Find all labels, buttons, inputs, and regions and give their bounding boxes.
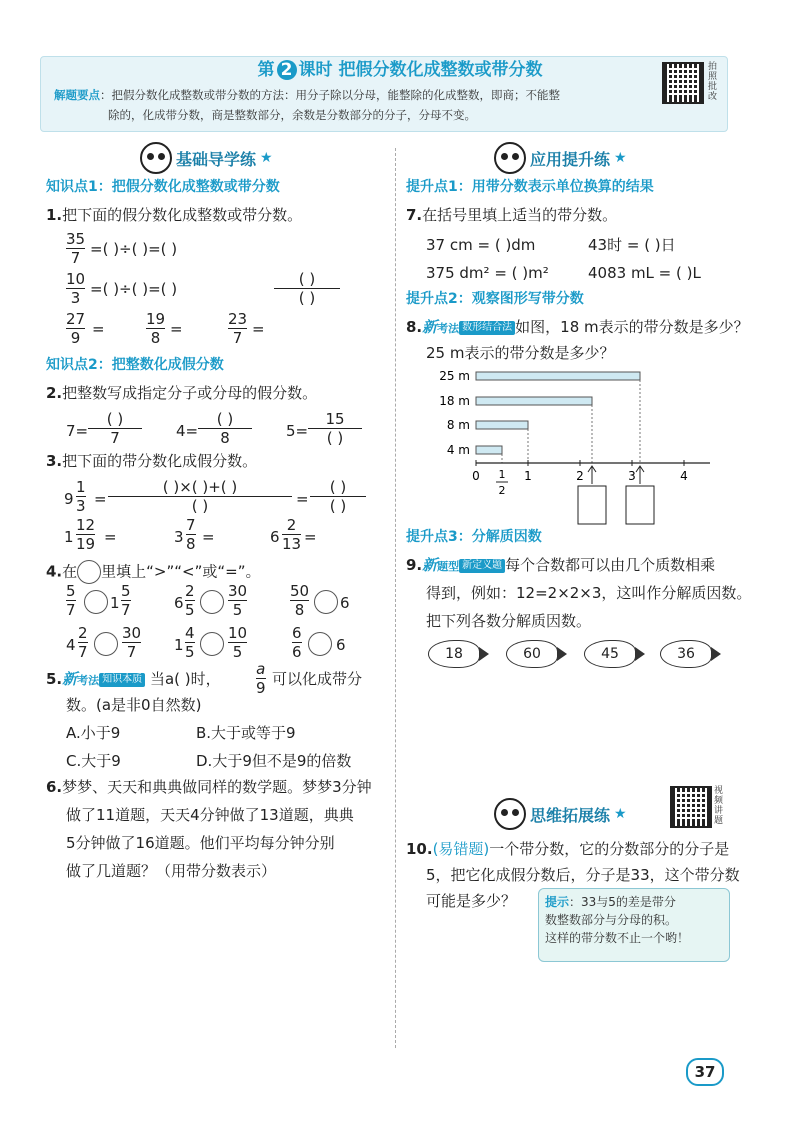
mascot-icon (140, 142, 172, 174)
whole-6: 6 (336, 636, 346, 654)
hint-box: 提示：33与5的差是带分 数整数部分与分母的积。 这样的带分数不止一个哟！ (538, 888, 730, 962)
tick-label-4: 4 (680, 469, 688, 483)
fish-number-36[interactable]: 36 (660, 640, 712, 668)
eq-sign: = (296, 490, 309, 508)
question-1: 1.把下面的假分数化成整数或带分数。 (46, 206, 303, 224)
circle-icon (77, 560, 101, 584)
new-icon: 新 (422, 556, 438, 574)
question-6-line-3: 5分钟做了16道题。他们平均每分钟分别 (66, 834, 335, 852)
fish-number-45[interactable]: 45 (584, 640, 636, 668)
mascot-icon (494, 798, 526, 830)
q7-c[interactable]: 375 dm² = ( )m² (426, 264, 549, 282)
question-9-line-1: 9.新题型 新定义题 每个合数都可以由几个质数相乘 (406, 556, 716, 574)
new-icon: 新 (422, 318, 438, 336)
knowledge-point-1: 知识点1：把假分数化成整数或带分数 (46, 179, 280, 195)
promotion-point-3: 提升点3：分解质因数 (406, 529, 542, 545)
question-3: 3.把下面的带分数化成假分数。 (46, 452, 258, 470)
tag-badge: 数形结合法 (459, 321, 515, 335)
bar-4m (476, 446, 502, 454)
option-d[interactable]: D.大于9但不是9的倍数 (196, 752, 352, 770)
q5-text-d: 数。(a是非0自然数) (66, 696, 202, 714)
promotion-point-1: 提升点1：用带分数表示单位换算的结果 (406, 179, 654, 195)
option-a[interactable]: A.小于9 (66, 724, 121, 742)
knowledge-point-2: 知识点2：把整数化成假分数 (46, 357, 224, 373)
qr-caption: 视频讲题 (714, 786, 724, 826)
tips-line-2: 除的，化成带分数，商是整数部分，余数是分数部分的分子，分母不变。 (108, 108, 476, 122)
question-10-line-1: 10.(易错题)一个带分数，它的分数部分的分子是 (406, 840, 730, 858)
fraction-27-9: 27 9 (66, 310, 86, 347)
tick-label-1: 1 (524, 469, 532, 483)
q2-four: 4= (176, 422, 199, 440)
question-5: 5.新考法 知识本质 当a( )时， (46, 670, 221, 688)
fraction-7-8: 7 8 (186, 516, 196, 553)
q1-row1-answer[interactable]: =( )÷( )=( ) (90, 240, 178, 258)
fraction-2-5: 2 5 (185, 582, 195, 619)
fraction-5-7: 5 7 (66, 582, 76, 619)
q3-result-fraction[interactable]: ( ) ( ) (310, 478, 366, 515)
question-6-line-4: 做了几道题？（用带分数表示） (66, 862, 277, 880)
question-6-line-1: 6.梦梦、天天和典典做同样的数学题。梦梦3分钟 (46, 778, 372, 796)
compare-circle[interactable] (308, 632, 332, 656)
fish-number-60[interactable]: 60 (506, 640, 558, 668)
question-9-line-3: 把下列各数分解质因数。 (426, 612, 592, 630)
section-banner-basic: 基础导学练 ★ (140, 142, 273, 174)
option-b[interactable]: B.大于或等于9 (196, 724, 296, 742)
q2-fraction-c[interactable]: 15 ( ) (308, 410, 362, 447)
page-number: 37 (686, 1058, 724, 1086)
bar-18m (476, 397, 592, 405)
q7-d[interactable]: 4083 mL = ( )L (588, 264, 701, 282)
q2-five: 5= (286, 422, 309, 440)
fraction-10-5: 10 5 (228, 624, 248, 661)
fraction-50-8: 50 8 (290, 582, 310, 619)
whole-1: 1 (64, 528, 74, 546)
question-7: 7.在括号里填上适当的带分数。 (406, 206, 618, 224)
q7-b[interactable]: 43时 = ( )日 (588, 236, 676, 254)
length-bar-diagram (420, 362, 720, 532)
lesson-title-text: 把假分数化成整数或带分数 (338, 60, 543, 80)
q2-fraction-a[interactable]: ( ) 7 (88, 410, 142, 447)
q7-a[interactable]: 37 cm = ( )dm (426, 236, 536, 254)
whole-1: 1 (174, 636, 184, 654)
whole-1: 1 (110, 594, 120, 612)
eq-sign: = (94, 490, 107, 508)
compare-circle[interactable] (200, 590, 224, 614)
tag-badge: 新定义题 (459, 559, 505, 573)
fraction-2-13: 2 13 (282, 516, 302, 553)
answer-box-18m (578, 486, 606, 524)
eq-sign: = (104, 528, 117, 546)
q1-row2-answer[interactable]: =( )÷( )=( ) (90, 280, 178, 298)
section-banner-extension: 思维拓展练 ★ (494, 798, 627, 830)
star-icon: ★ (614, 150, 627, 166)
lesson-number-badge: 2 (277, 60, 297, 80)
question-4: 4.在 里填上“>”“<”或“=”。 (46, 560, 261, 584)
whole-6: 6 (174, 594, 184, 612)
bar-8m (476, 421, 528, 429)
fish-number-18[interactable]: 18 (428, 640, 480, 668)
whole-6: 6 (270, 528, 280, 546)
whole-6: 6 (340, 594, 350, 612)
eq-sign: = (170, 320, 183, 338)
bar-label-18m: 18 m (439, 394, 470, 408)
whole-3: 3 (174, 528, 184, 546)
question-10-line-2: 5，把它化成假分数后，分子是33，这个带分数 (426, 866, 740, 884)
q3-expression[interactable]: ( )×( )+( ) ( ) (108, 478, 292, 515)
tick-label-half-n: 1 (498, 468, 506, 481)
qr-code-icon[interactable] (670, 786, 712, 828)
compare-circle[interactable] (200, 632, 224, 656)
fraction-a-9: a 9 (256, 660, 266, 697)
compare-circle[interactable] (94, 632, 118, 656)
tick-label-half-d: 2 (498, 484, 506, 497)
fraction-30-5: 30 5 (228, 582, 248, 619)
promotion-point-2: 提升点2：观察图形写带分数 (406, 291, 584, 307)
star-icon: ★ (614, 806, 627, 822)
compare-circle[interactable] (314, 590, 338, 614)
eq-sign: = (92, 320, 105, 338)
qr-code-icon[interactable] (662, 62, 704, 104)
whole-9: 9 (64, 490, 74, 508)
section-banner-applied: 应用提升练 ★ (494, 142, 627, 174)
eq-sign: = (252, 320, 265, 338)
bar-label-25m: 25 m (439, 369, 470, 383)
fraction-19-8: 19 8 (146, 310, 166, 347)
fraction-35-7: 35 7 (66, 230, 86, 267)
tick-label-3: 3 (628, 469, 636, 483)
fraction-12-19: 12 19 (76, 516, 96, 553)
q2-fraction-b[interactable]: ( ) 8 (198, 410, 252, 447)
question-10-line-3: 可能是多少？ (426, 892, 517, 910)
q5-text-c: 可以化成带分 (272, 670, 363, 688)
bar-label-8m: 8 m (446, 418, 470, 432)
fraction-23-7: 23 7 (228, 310, 248, 347)
lesson-title: 第 2 课时 把假分数化成整数或带分数 (257, 60, 543, 80)
compare-circle[interactable] (84, 590, 108, 614)
fraction-4-5: 4 5 (185, 624, 195, 661)
column-divider (395, 148, 396, 1048)
eq-sign: = (304, 528, 317, 546)
fraction-2-7: 2 7 (78, 624, 88, 661)
q2-seven: 7= (66, 422, 89, 440)
whole-4: 4 (66, 636, 76, 654)
qr-caption: 拍照批改 (708, 62, 718, 102)
mascot-icon (494, 142, 526, 174)
tag-badge: 知识本质 (99, 673, 145, 687)
fraction-30-7: 30 7 (122, 624, 142, 661)
new-icon: 新 (62, 670, 78, 688)
question-2: 2.把整数写成指定分子或分母的假分数。 (46, 384, 318, 402)
question-8-line-1: 8.新考法 数形结合法 如图，18 m表示的带分数是多少？ (406, 318, 749, 336)
tips-line-1: 解题要点：把假分数化成整数或带分数的方法：用分子除以分母，能整除的化成整数，即商；不能整 (54, 88, 560, 102)
star-icon: ★ (260, 150, 273, 166)
q1-row2-fraction-blank[interactable]: ( ) ( ) (274, 270, 340, 307)
tick-label-0: 0 (472, 469, 480, 483)
answer-box-25m (626, 486, 654, 524)
bar-label-4m: 4 m (446, 443, 470, 457)
fraction-10-3: 10 3 (66, 270, 86, 307)
question-6-line-2: 做了11道题，天天4分钟做了13道题，典典 (66, 806, 354, 824)
fraction-6-6: 6 6 (292, 624, 302, 661)
fraction-5-7: 5 7 (121, 582, 131, 619)
bar-25m (476, 372, 640, 380)
fraction-1-3: 1 3 (76, 478, 86, 515)
question-9-line-2: 得到，例如：12=2×2×3，这叫作分解质因数。 (426, 584, 752, 602)
tick-label-2: 2 (576, 469, 584, 483)
option-c[interactable]: C.大于9 (66, 752, 121, 770)
eq-sign: = (202, 528, 215, 546)
question-8-line-2: 25 m表示的带分数是多少？ (426, 344, 615, 362)
